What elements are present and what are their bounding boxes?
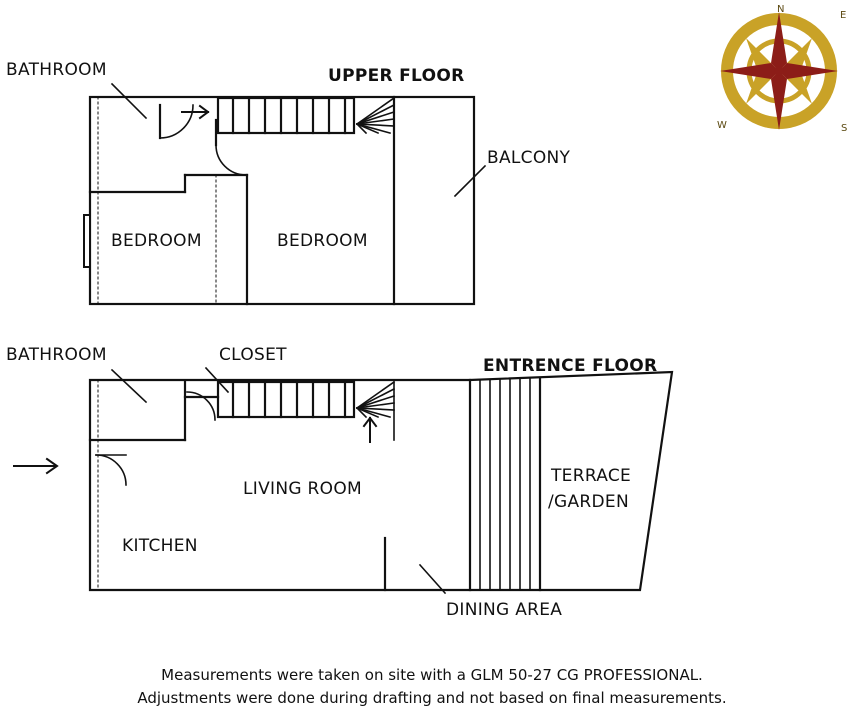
label-bedroom-left: BEDROOM <box>111 231 202 251</box>
label-balcony: BALCONY <box>487 148 571 168</box>
label-bedroom-right: BEDROOM <box>277 231 368 251</box>
label-closet: CLOSET <box>219 345 287 365</box>
compass-label-north: N <box>777 4 785 15</box>
label-dining-area: DINING AREA <box>446 600 563 620</box>
label-kitchen: KITCHEN <box>122 536 198 556</box>
compass-label-south: S <box>841 123 848 134</box>
title-entrance-floor: ENTRENCE FLOOR <box>483 356 658 376</box>
compass-label-east: E <box>840 10 847 21</box>
label-terrace-line2: /GARDEN <box>548 492 629 512</box>
label-bathroom-lower: BATHROOM <box>6 345 107 365</box>
label-living-room: LIVING ROOM <box>243 479 362 499</box>
caption-line-2: Adjustments were done during drafting and not based on final measurements. <box>137 689 727 707</box>
label-bathroom-upper: BATHROOM <box>6 60 107 80</box>
caption-line-1: Measurements were taken on site with a GLM 50-27 CG PROFESSIONAL. <box>161 666 703 684</box>
compass-label-west: W <box>717 120 727 131</box>
label-terrace-line1: TERRACE <box>551 466 632 486</box>
title-upper-floor: UPPER FLOOR <box>328 66 465 86</box>
